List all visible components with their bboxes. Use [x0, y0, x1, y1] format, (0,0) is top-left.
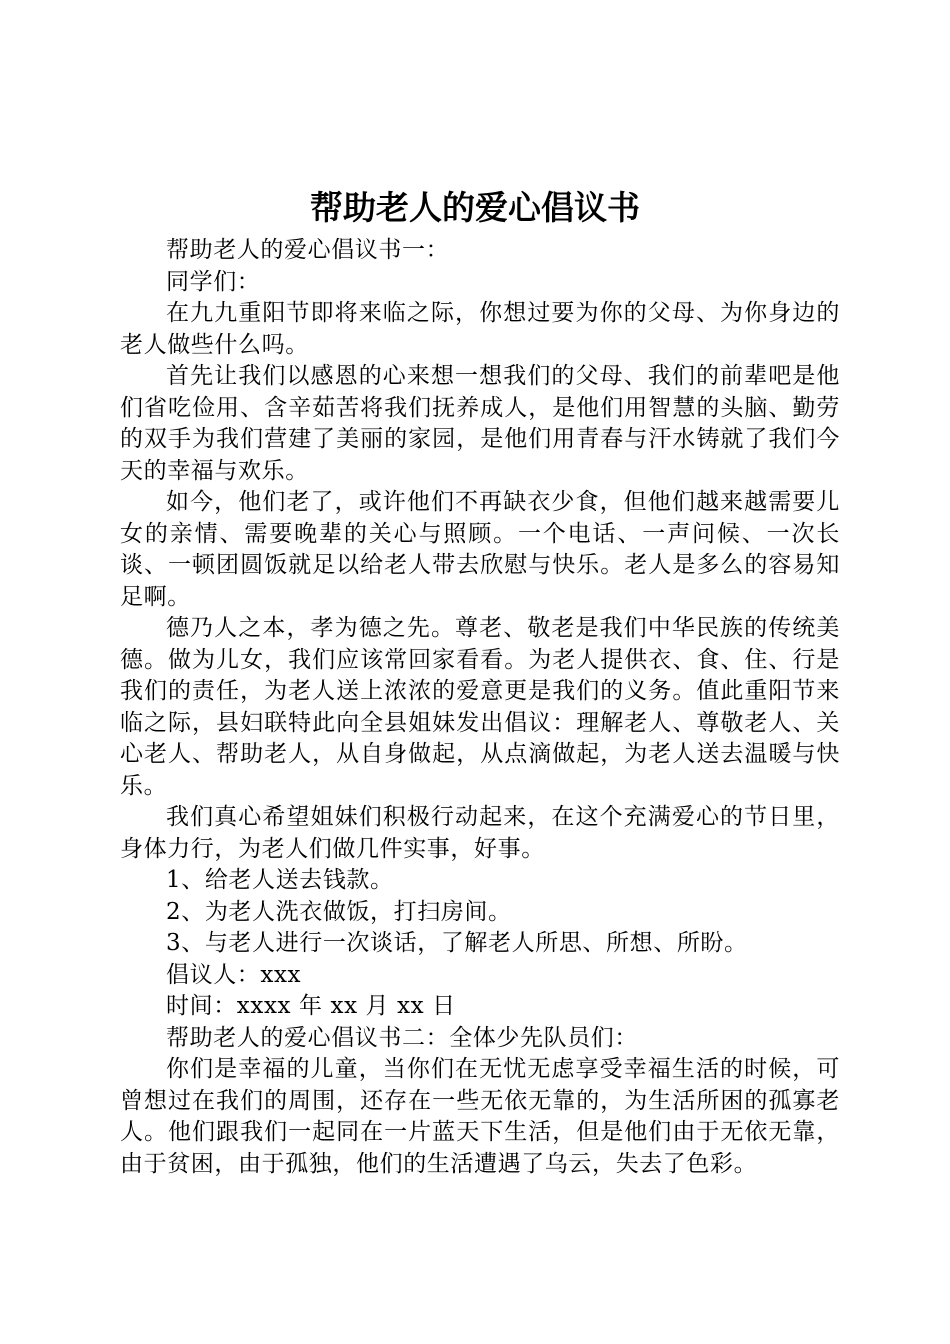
paragraph: 首先让我们以感恩的心来想一想我们的父母、我们的前辈吧是他们省吃俭用、含辛茹苦将我们抚养成人，是他们用智慧的头脑、勤劳的双手为我们营建了美丽的家园，是他们用青春与汗水铸就了我们今天的幸福与欢乐。 [120, 363, 840, 484]
paragraph: 如今，他们老了，或许他们不再缺衣少食，但他们越来越需要儿女的亲情、需要晚辈的关心与照顾。一个电话、一声问候、一次长谈、一顿团圆饭就足以给老人带去欣慰与快乐。老人是多么的容易知足啊。 [120, 489, 840, 610]
signatory-line: 倡议人：xxx [166, 961, 302, 988]
document-title: 帮助老人的爱心倡议书 [310, 188, 640, 227]
list-item: 3、与老人进行一次谈话，了解老人所思、所想、所盼。 [166, 930, 748, 956]
list-item: 1、给老人送去钱款。 [166, 867, 394, 893]
document-body [120, 235, 840, 1180]
paragraph: 我们真心希望姐妹们积极行动起来，在这个充满爱心的节日里，身体力行，为老人们做几件实事，好事。 [120, 804, 840, 862]
section-heading-two: 帮助老人的爱心倡议书二：全体少先队员们： [166, 1024, 638, 1051]
list-item: 2、为老人洗衣做饭，打扫房间。 [166, 898, 512, 925]
paragraph: 你们是幸福的儿童，当你们在无忧无虑享受幸福生活的时候，可曾想过在我们的周围，还存在一些无依无靠的，为生活所困的孤寡老人。他们跟我们一起同在一片蓝天下生活，但是他们由于无依无靠，由于贫困，由于孤独，他们的生活遭遇了乌云，失去了色彩。 [120, 1056, 840, 1177]
salutation: 同学们： [166, 268, 261, 295]
section-heading-one: 帮助老人的爱心倡议书一： [166, 237, 450, 263]
date-line: 时间：xxxx 年 xx 月 xx 日 [166, 993, 456, 1019]
paragraph: 德乃人之本，孝为德之先。尊老、敬老是我们中华民族的传统美德。做为儿女，我们应该常回家看看。为老人提供衣、食、住、行是我们的责任，为老人送上浓浓的爱意更是我们的义务。值此重阳节来临之际，县妇联特此向全县姐妹发出倡议：理解老人、尊敬老人、关心老人、帮助老人，从自身做起，从点滴做起，为老人送去温暖与快乐。 [120, 615, 840, 799]
paragraph: 在九九重阳节即将来临之际，你想过要为你的父母、为你身边的老人做些什么吗。 [120, 300, 840, 358]
